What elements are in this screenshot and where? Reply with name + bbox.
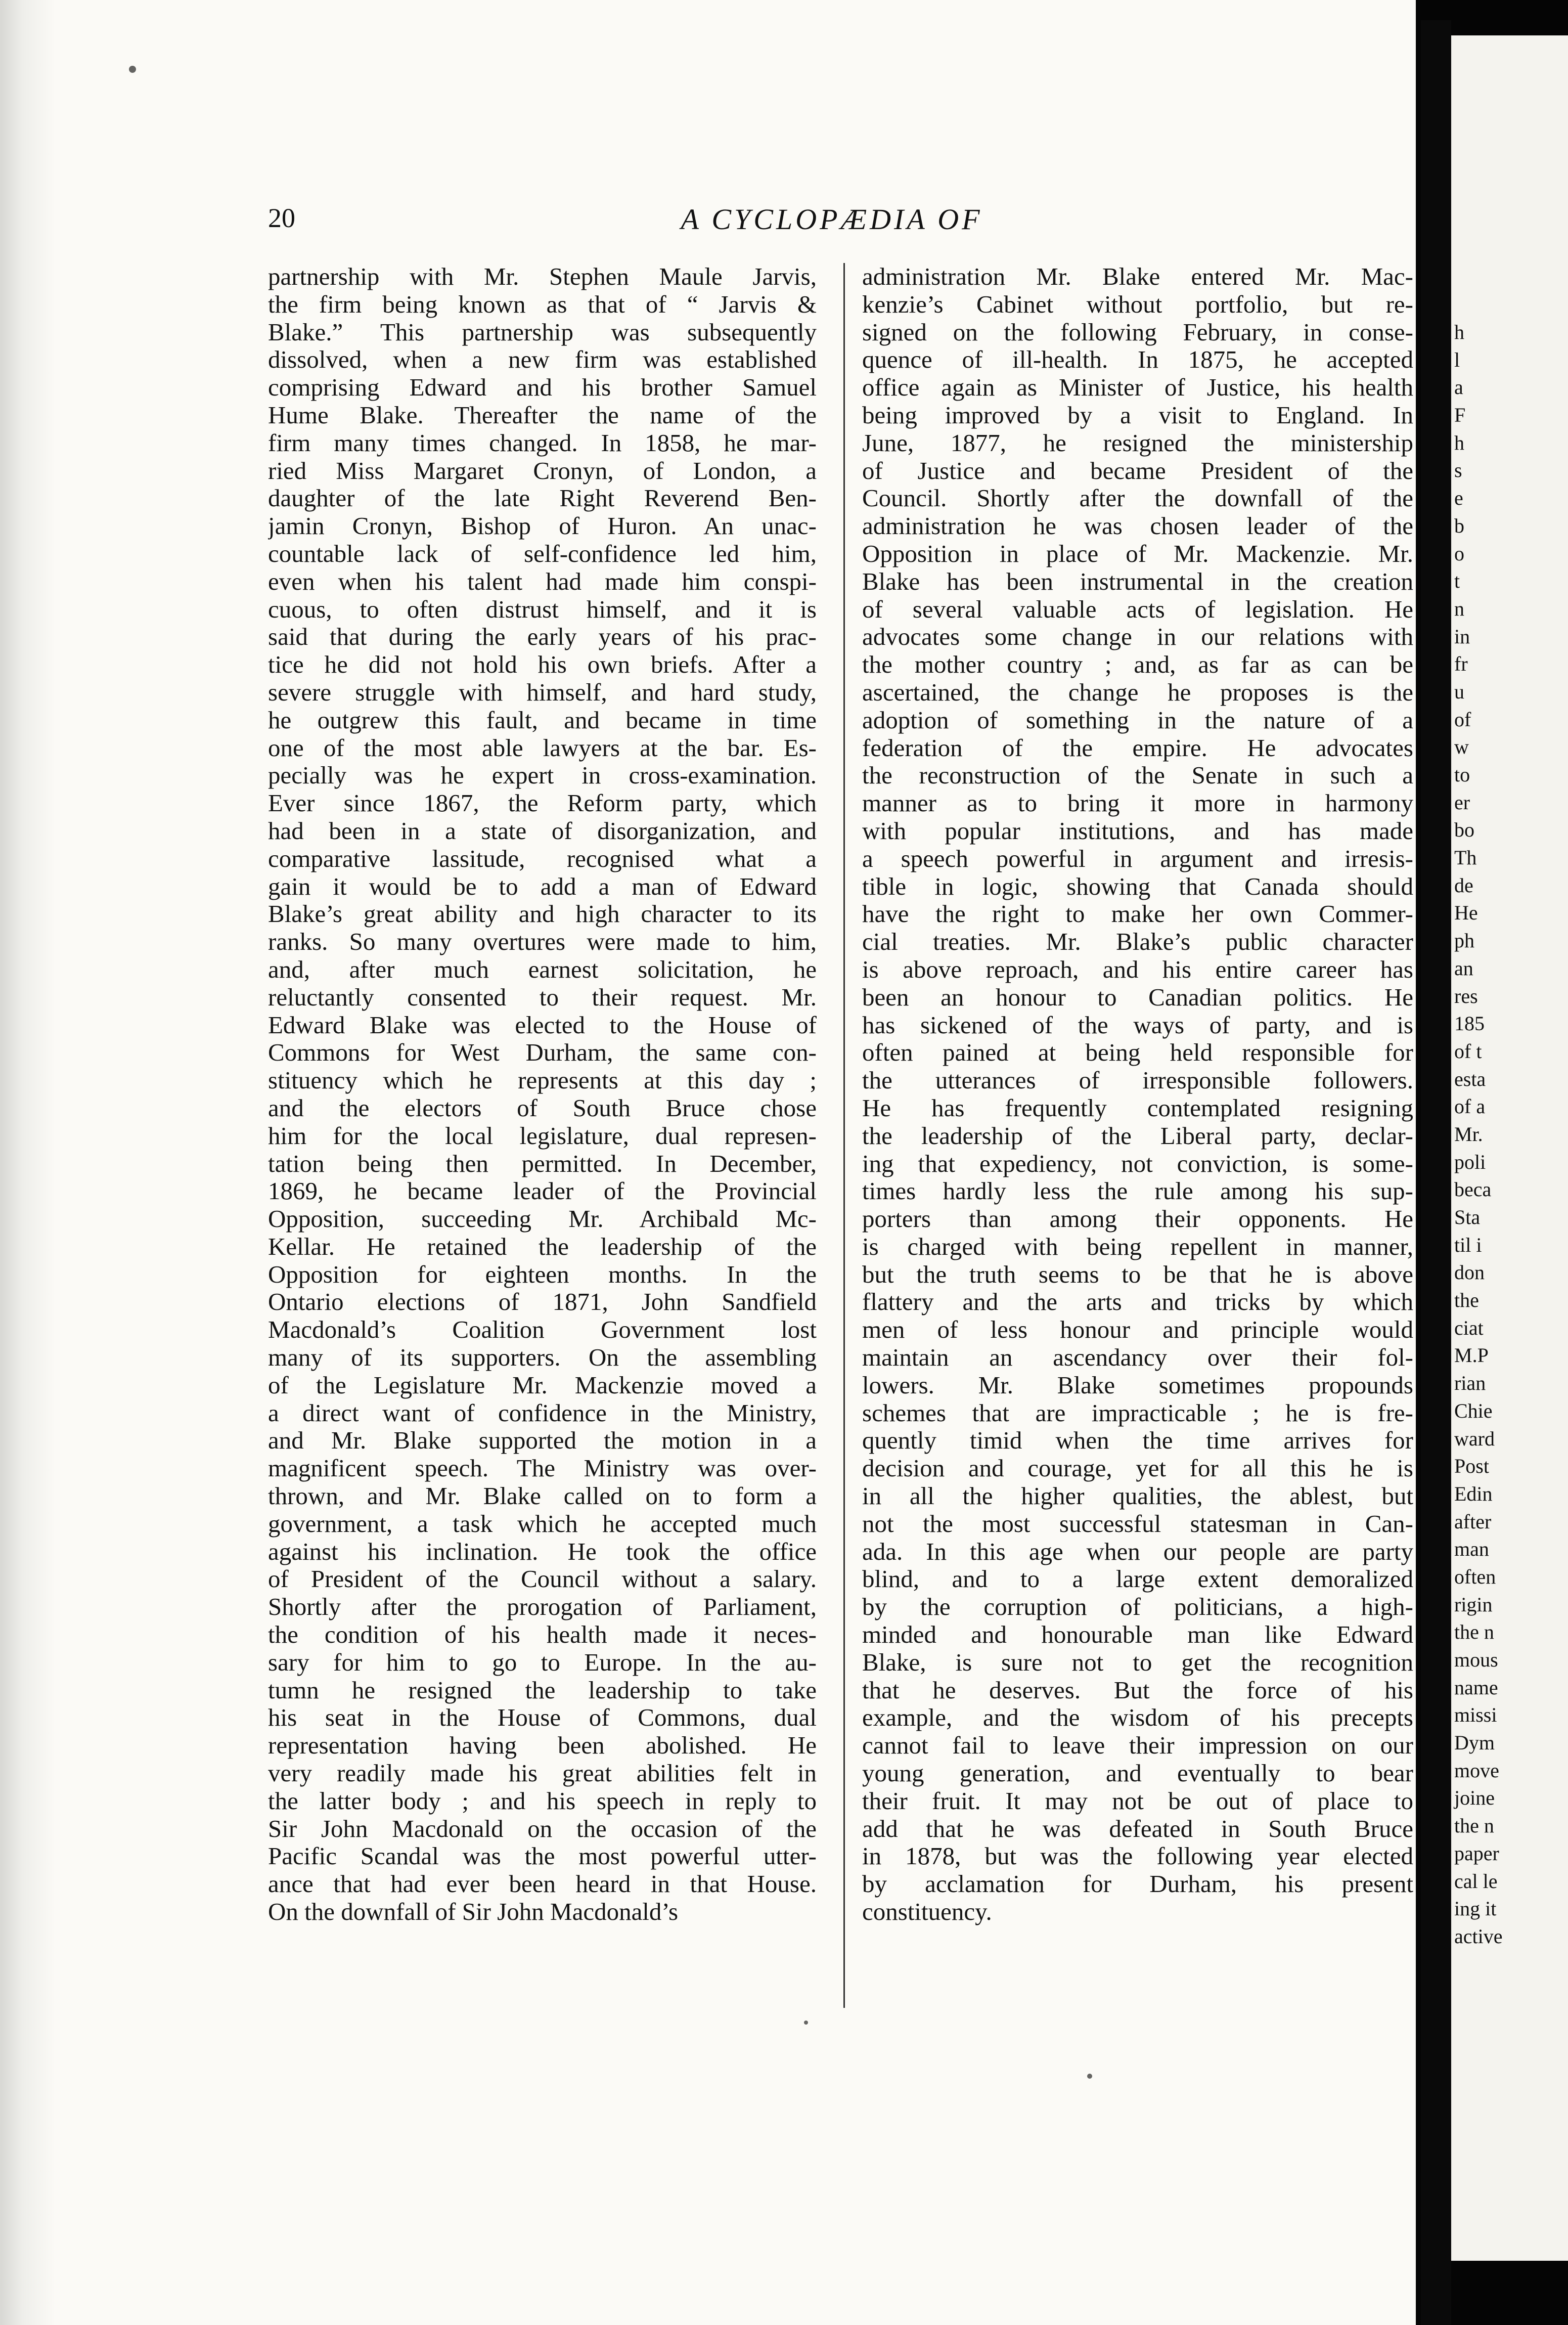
text-line: by the corruption of politicians, a high-	[862, 1593, 1413, 1621]
text-line: He has frequently contemplated resigning	[862, 1094, 1413, 1122]
adjacent-text-fragment: til i	[1454, 1233, 1482, 1256]
text-line: representation having been abolished. He	[268, 1732, 817, 1760]
adjacent-text-fragment: man	[1454, 1538, 1489, 1561]
adjacent-text-fragment: n	[1454, 597, 1464, 620]
text-line: being improved by a visit to England. In	[862, 401, 1413, 429]
text-line: cial treaties. Mr. Blake’s public character	[862, 928, 1413, 956]
text-line: tice he did not hold his own briefs. After a	[268, 651, 817, 679]
text-line: quently timid when the time arrives for	[862, 1427, 1413, 1455]
adjacent-text-fragment: b	[1454, 514, 1464, 537]
text-line: he outgrew this fault, and became in time	[268, 706, 817, 734]
text-line: pecially was he expert in cross-examination.	[268, 762, 817, 789]
text-line: and Mr. Blake supported the motion in a	[268, 1427, 817, 1455]
adjacent-text-fragment: res	[1454, 984, 1478, 1007]
text-line: kenzie’s Cabinet without portfolio, but re-	[862, 290, 1413, 318]
text-line: lowers. Mr. Blake sometimes propounds	[862, 1371, 1413, 1399]
adjacent-text-fragment: paper	[1454, 1841, 1499, 1865]
adjacent-text-fragment: fr	[1454, 652, 1468, 676]
text-line: the latter body ; and his speech in reply to	[268, 1787, 817, 1815]
text-line: said that during the early years of his prac-	[268, 623, 817, 651]
text-line: have the right to make her own Commer-	[862, 900, 1413, 928]
adjacent-text-fragment: t	[1454, 569, 1460, 593]
text-columns	[268, 263, 1431, 2134]
text-line: is above reproach, and his entire career has	[862, 955, 1413, 983]
text-line: tumn he resigned the leadership to take	[268, 1676, 817, 1704]
text-line: add that he was defeated in South Bruce	[862, 1815, 1413, 1843]
text-line: ascertained, the change he proposes is the	[862, 678, 1413, 706]
text-line: but the truth seems to be that he is above	[862, 1260, 1413, 1288]
text-line: Opposition in place of Mr. Mackenzie. Mr.	[862, 540, 1413, 567]
text-line: dissolved, when a new firm was established	[268, 346, 817, 374]
adjacent-text-fragment: move	[1454, 1759, 1499, 1782]
text-line: Blake has been instrumental in the creation	[862, 567, 1413, 595]
text-line: the mother country ; and, as far as can be	[862, 651, 1413, 679]
text-line: even when his talent had made him conspi-	[268, 567, 817, 595]
text-line: ada. In this age when our people are party	[862, 1538, 1413, 1565]
text-line: manner as to bring it more in harmony	[862, 789, 1413, 817]
left-column	[268, 263, 817, 1926]
text-line: the condition of his health made it neces-	[268, 1621, 817, 1649]
text-line: comprising Edward and his brother Samuel	[268, 374, 817, 402]
text-line: jamin Cronyn, Bishop of Huron. An unac-	[268, 512, 817, 540]
adjacent-text-fragment: of t	[1454, 1039, 1482, 1063]
adjacent-text-fragment: Mr.	[1454, 1122, 1483, 1146]
text-line: Macdonald’s Coalition Government lost	[268, 1316, 817, 1344]
page-number: 20	[268, 203, 295, 233]
adjacent-text-fragment: ciat	[1454, 1316, 1484, 1339]
adjacent-text-fragment: the	[1454, 1289, 1479, 1312]
adjacent-text-fragment: an	[1454, 956, 1473, 980]
text-line: federation of the empire. He advocates	[862, 734, 1413, 762]
text-line: flattery and the arts and tricks by which	[862, 1288, 1413, 1316]
text-line: Hume Blake. Thereafter the name of the	[268, 401, 817, 429]
text-line: adoption of something in the nature of a	[862, 706, 1413, 734]
text-line: Opposition for eighteen months. In the	[268, 1260, 817, 1288]
text-line: his seat in the House of Commons, dual	[268, 1704, 817, 1732]
adjacent-text-fragment: a	[1454, 376, 1463, 399]
adjacent-text-fragment: s	[1454, 459, 1462, 482]
text-line: administration he was chosen leader of the	[862, 512, 1413, 540]
text-line: minded and honourable man like Edward	[862, 1621, 1413, 1649]
adjacent-text-fragment: ph	[1454, 929, 1474, 952]
text-line: 1869, he became leader of the Provincial	[268, 1177, 817, 1205]
text-line: not the most successful statesman in Can-	[862, 1510, 1413, 1538]
text-line: many of its supporters. On the assembling	[268, 1344, 817, 1372]
text-line: gain it would be to add a man of Edward	[268, 872, 817, 900]
adjacent-text-fragment: rian	[1454, 1372, 1486, 1395]
adjacent-text-fragment: F	[1454, 404, 1466, 427]
text-line: ranks. So many overtures were made to him,	[268, 928, 817, 956]
text-line: him for the local legislature, dual represen-	[268, 1122, 817, 1150]
adjacent-text-fragment: rigin	[1454, 1593, 1493, 1616]
adjacent-text-fragment: w	[1454, 735, 1469, 759]
adjacent-text-fragment: of a	[1454, 1095, 1486, 1118]
adjacent-text-fragment: ing it	[1454, 1897, 1497, 1920]
text-line: very readily made his great abilities felt in	[268, 1760, 817, 1787]
text-line: cannot fail to leave their impression on our	[862, 1732, 1413, 1760]
ink-speck	[129, 66, 136, 73]
text-line: advocates some change in our relations with	[862, 623, 1413, 651]
text-line: office again as Minister of Justice, his health	[862, 374, 1413, 402]
adjacent-text-fragment: M.P	[1454, 1344, 1489, 1367]
text-line: often pained at being held responsible for	[862, 1039, 1413, 1067]
text-line: with popular institutions, and has made	[862, 817, 1413, 845]
ink-speck	[1087, 2074, 1092, 2079]
text-line: magnificent speech. The Ministry was over-	[268, 1455, 817, 1482]
text-line: maintain an ascendancy over their fol-	[862, 1344, 1413, 1372]
adjacent-text-fragment: name	[1454, 1676, 1498, 1699]
adjacent-text-fragment: bo	[1454, 818, 1474, 842]
text-line: Kellar. He retained the leadership of the	[268, 1233, 817, 1260]
text-line: quence of ill-health. In 1875, he accepted	[862, 346, 1413, 374]
text-line: example, and the wisdom of his precepts	[862, 1704, 1413, 1732]
adjacent-text-fragment: l	[1454, 348, 1460, 371]
adjacent-text-fragment: the n	[1454, 1620, 1494, 1644]
text-line: On the downfall of Sir John Macdonald’s	[268, 1898, 679, 1926]
text-line: Ever since 1867, the Reform party, which	[268, 789, 817, 817]
text-line: one of the most able lawyers at the bar. Es-	[268, 734, 817, 762]
adjacent-text-fragment: the n	[1454, 1814, 1494, 1837]
adjacent-text-fragment: ward	[1454, 1427, 1495, 1450]
text-line: of President of the Council without a salary.	[268, 1565, 817, 1593]
text-line: young generation, and eventually to bear	[862, 1760, 1413, 1787]
adjacent-text-fragment: mous	[1454, 1648, 1498, 1671]
adjacent-text-fragment: er	[1454, 791, 1470, 814]
adjacent-text-fragment: missi	[1454, 1703, 1497, 1727]
text-line: the firm being known as that of “ Jarvis &	[268, 290, 817, 318]
text-line: daughter of the late Right Reverend Ben-	[268, 485, 817, 512]
text-line: ried Miss Margaret Cronyn, of London, a	[268, 457, 817, 485]
column-divider	[843, 263, 845, 2008]
text-line: had been in a state of disorganization, and	[268, 817, 817, 845]
adjacent-text-fragment: He	[1454, 901, 1478, 925]
text-line: and, after much earnest solicitation, he	[268, 955, 817, 983]
text-line: and the electors of South Bruce chose	[268, 1094, 817, 1122]
running-title: A CYCLOPÆDIA OF	[681, 203, 983, 236]
adjacent-text-fragment: h	[1454, 431, 1464, 454]
adjacent-page-fragment	[1451, 35, 1568, 2261]
text-line: Opposition, succeeding Mr. Archibald Mc-	[268, 1205, 817, 1233]
text-line: Blake, is sure not to get the recognition	[862, 1648, 1413, 1676]
text-line: Commons for West Durham, the same con-	[268, 1039, 817, 1067]
text-line: countable lack of self-confidence led him,	[268, 540, 817, 567]
text-line: firm many times changed. In 1858, he mar-	[268, 429, 817, 457]
text-line: of several valuable acts of legislation. He	[862, 595, 1413, 623]
text-line: comparative lassitude, recognised what a	[268, 845, 817, 872]
text-line: men of less honour and principle would	[862, 1316, 1413, 1344]
text-line: Shortly after the prorogation of Parliament,	[268, 1593, 817, 1621]
text-line: government, a task which he accepted much	[268, 1510, 817, 1538]
text-line: Ontario elections of 1871, John Sandfield	[268, 1288, 817, 1316]
text-line: ance that had ever been heard in that House.	[268, 1870, 817, 1898]
text-line: signed on the following February, in conse-	[862, 318, 1413, 346]
adjacent-text-fragment: Sta	[1454, 1206, 1481, 1229]
text-line: their fruit. It may not be out of place to	[862, 1787, 1413, 1815]
page-left-edge	[0, 0, 56, 2325]
text-line: by acclamation for Durham, his present	[862, 1870, 1413, 1898]
adjacent-text-fragment: to	[1454, 763, 1470, 786]
adjacent-text-fragment: poli	[1454, 1150, 1486, 1173]
adjacent-text-fragment: of	[1454, 708, 1471, 731]
adjacent-text-fragment: esta	[1454, 1067, 1486, 1090]
text-line: in 1878, but was the following year elected	[862, 1843, 1413, 1870]
text-line: a speech powerful in argument and irresis-	[862, 845, 1413, 872]
adjacent-text-fragment: Edin	[1454, 1482, 1493, 1505]
text-line: ing that expediency, not conviction, is some-	[862, 1150, 1413, 1177]
text-line: the reconstruction of the Senate in such a	[862, 762, 1413, 789]
text-line: thrown, and Mr. Blake called on to form a	[268, 1482, 817, 1510]
text-line: June, 1877, he resigned the ministership	[862, 429, 1413, 457]
adjacent-text-fragment: often	[1454, 1565, 1496, 1588]
adjacent-text-fragment: Th	[1454, 846, 1477, 869]
adjacent-text-fragment: Chie	[1454, 1399, 1493, 1422]
text-line: has sickened of the ways of party, and is	[862, 1011, 1413, 1039]
adjacent-text-fragment: beca	[1454, 1178, 1492, 1201]
adjacent-text-fragment: in	[1454, 625, 1470, 648]
adjacent-text-fragment: cal le	[1454, 1869, 1498, 1893]
text-line: in all the higher qualities, the ablest, but	[862, 1482, 1413, 1510]
ink-speck	[804, 2021, 808, 2025]
page-header	[268, 202, 1396, 243]
text-line: stituency which he represents at this day ;	[268, 1067, 817, 1094]
adjacent-text-fragment: u	[1454, 680, 1464, 703]
text-line: cuous, to often distrust himself, and it is	[268, 595, 817, 623]
text-line: of Justice and became President of the	[862, 457, 1413, 485]
text-line: Edward Blake was elected to the House of	[268, 1011, 817, 1039]
text-line: decision and courage, yet for all this he is	[862, 1455, 1413, 1482]
text-line: blind, and to a large extent demoralized	[862, 1565, 1413, 1593]
adjacent-text-fragment: Post	[1454, 1455, 1489, 1478]
text-line: tation being then permitted. In December,	[268, 1150, 817, 1177]
adjacent-text-fragment: de	[1454, 873, 1473, 897]
text-line: constituency.	[862, 1898, 992, 1926]
text-line: severe struggle with himself, and hard study,	[268, 678, 817, 706]
right-column	[862, 263, 1413, 1926]
adjacent-text-fragment: e	[1454, 487, 1463, 510]
text-line: been an honour to Canadian politics. He	[862, 983, 1413, 1011]
text-line: Council. Shortly after the downfall of the	[862, 485, 1413, 512]
text-line: administration Mr. Blake entered Mr. Mac-	[862, 263, 1413, 290]
adjacent-text-fragment: Dym	[1454, 1731, 1495, 1754]
text-line: times hardly less the rule among his sup-	[862, 1177, 1413, 1205]
text-line: the utterances of irresponsible followers.	[862, 1067, 1413, 1094]
text-line: of the Legislature Mr. Mackenzie moved a	[268, 1371, 817, 1399]
text-line: Sir John Macdonald on the occasion of the	[268, 1815, 817, 1843]
text-line: porters than among their opponents. He	[862, 1205, 1413, 1233]
text-line: a direct want of confidence in the Ministry,	[268, 1399, 817, 1427]
text-line: partnership with Mr. Stephen Maule Jarvis,	[268, 263, 817, 290]
text-line: the leadership of the Liberal party, declar-	[862, 1122, 1413, 1150]
adjacent-page-text	[1451, 35, 1568, 1951]
text-line: that he deserves. But the force of his	[862, 1676, 1413, 1704]
adjacent-text-fragment: joine	[1454, 1786, 1495, 1810]
text-line: is charged with being repellent in manner,	[862, 1233, 1413, 1260]
adjacent-text-fragment: o	[1454, 542, 1464, 565]
adjacent-text-fragment: don	[1454, 1261, 1485, 1284]
adjacent-text-fragment: after	[1454, 1510, 1492, 1533]
text-line: schemes that are impracticable ; he is fre-	[862, 1399, 1413, 1427]
text-line: against his inclination. He took the office	[268, 1538, 817, 1565]
adjacent-text-fragment: 185	[1454, 1012, 1485, 1035]
text-line: Blake’s great ability and high character to its	[268, 900, 817, 928]
text-line: Blake.” This partnership was subsequently	[268, 318, 817, 346]
text-line: reluctantly consented to their request. Mr.	[268, 983, 817, 1011]
adjacent-text-fragment: h	[1454, 321, 1464, 343]
text-line: Pacific Scandal was the most powerful utter-	[268, 1843, 817, 1870]
adjacent-text-fragment: active	[1454, 1924, 1503, 1948]
text-line: sary for him to go to Europe. In the au-	[268, 1648, 817, 1676]
text-line: tible in logic, showing that Canada should	[862, 872, 1413, 900]
